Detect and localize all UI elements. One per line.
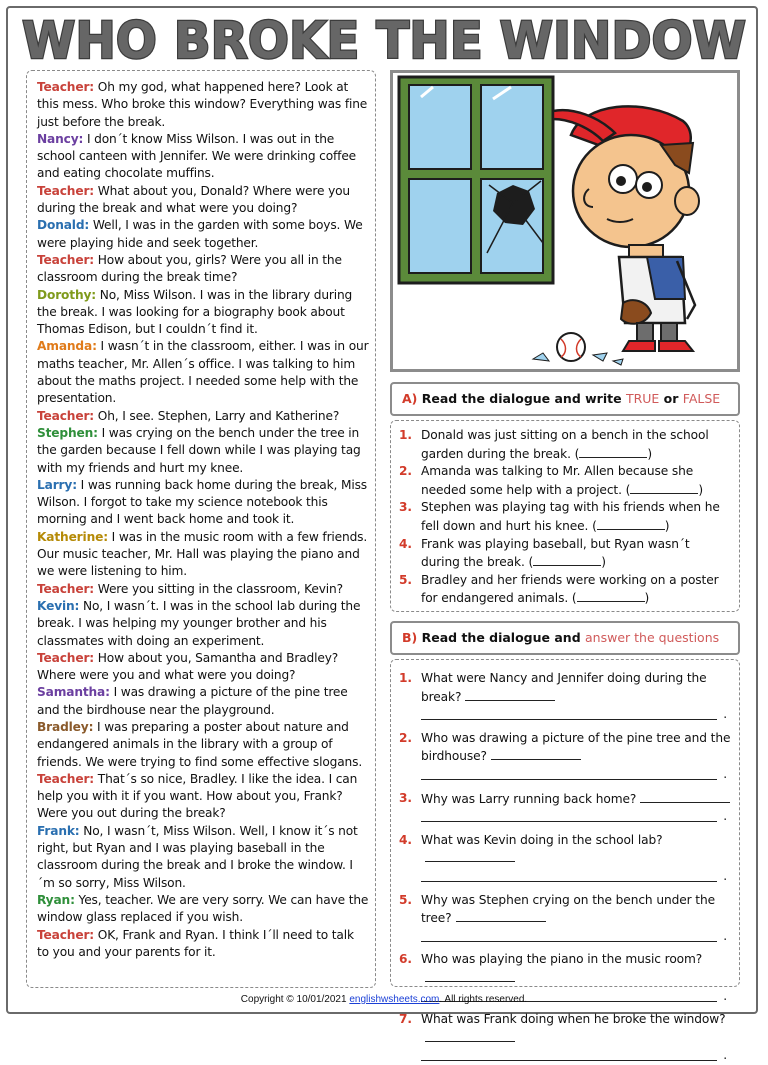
- speaker-name: Teacher:: [37, 183, 95, 198]
- question: Why was Stephen crying on the bench under the tree?: [421, 892, 715, 926]
- section-b-letter: B): [402, 630, 418, 645]
- statement: Amanda was talking to Mr. Allen because she needed some help with a project.: [421, 464, 694, 497]
- answer-blank[interactable]: [491, 747, 581, 760]
- dialogue-line: [37, 338, 369, 407]
- dialogue-line: [37, 131, 369, 183]
- speaker-name: Samantha:: [37, 685, 110, 700]
- question-text: [421, 832, 731, 886]
- speaker-text: I was running back home during the break, Miss Wilson. I forgot to take my science notebook this morning and I went back home and took it.: [37, 477, 367, 527]
- speaker-name: Larry:: [37, 477, 77, 492]
- statement: Stephen was playing tag with his friends when he fell down and hurt his knee.: [421, 500, 720, 533]
- speaker-text: Oh, I see. Stephen, Larry and Katherine?: [94, 408, 340, 423]
- answer-line[interactable]: [421, 706, 727, 722]
- answer-blank[interactable]: [577, 589, 645, 602]
- false-word: FALSE: [682, 391, 721, 406]
- question-number: 5.: [399, 892, 412, 907]
- speaker-text: Were you sitting in the classroom, Kevin?: [94, 581, 343, 596]
- speaker-name: Frank:: [37, 823, 80, 838]
- speaker-name: Amanda:: [37, 339, 97, 354]
- section-b-highlight: answer the questions: [585, 630, 720, 645]
- question-item: [399, 1011, 731, 1065]
- speaker-name: Donald:: [37, 218, 90, 233]
- item-number: 4.: [399, 536, 412, 551]
- line-end-dot: .: [723, 988, 727, 1003]
- question-item: [399, 790, 731, 826]
- section-a-heading-text: Read the dialogue and write: [417, 391, 626, 406]
- question-item: [399, 832, 731, 886]
- section-a-heading: [390, 382, 740, 416]
- question-item: [399, 670, 731, 724]
- speaker-text: What about you, Donald? Where were you during the break and what were you doing?: [37, 183, 351, 216]
- answer-blank[interactable]: [579, 445, 647, 458]
- dialogue-line: [37, 183, 369, 218]
- title-text: WHO BROKE THE WINDOW: [22, 12, 746, 70]
- true-false-item: [399, 536, 731, 572]
- speaker-text: I wasn´t in the classroom, either. I was in our maths teacher, Mr. Allen´s office. I was talking to him about the maths project. I needed some help with the presentation.: [37, 339, 369, 406]
- dialogue-line: [37, 408, 369, 425]
- speaker-name: Dorothy:: [37, 287, 96, 302]
- dialogue-line: [37, 684, 369, 719]
- speaker-text: No, I wasn´t. I was in the school lab during the break. I was helping my younger brother and his classmates with doing an experiment.: [37, 598, 361, 648]
- speaker-name: Stephen:: [37, 425, 98, 440]
- question-text: [421, 730, 731, 784]
- answer-line[interactable]: [421, 928, 727, 943]
- dialogue-line: [37, 252, 369, 287]
- speaker-name: Nancy:: [37, 131, 84, 146]
- answer-blank[interactable]: [456, 909, 546, 922]
- close-paren: ): [601, 555, 606, 570]
- question: Who was drawing a picture of the pine tree and the birdhouse?: [421, 730, 731, 764]
- rights-text: . All rights reserved.: [439, 994, 528, 1005]
- close-paren: ): [647, 446, 652, 461]
- copyright-text: Copyright © 10/01/2021: [240, 994, 350, 1005]
- question-number: 3.: [399, 790, 412, 805]
- broken-window-cartoon: [393, 73, 737, 369]
- speaker-text: Oh my god, what happened here? Look at this mess. Who broke this window? Everything was fine just before the break.: [37, 80, 368, 129]
- true-word: TRUE: [625, 391, 660, 406]
- speaker-name: Teacher:: [37, 771, 95, 786]
- section-a: [390, 382, 740, 612]
- dialogue-line: [37, 287, 369, 339]
- item-number: 2.: [399, 464, 412, 479]
- section-a-letter: A): [402, 391, 418, 406]
- answer-line[interactable]: [421, 1047, 727, 1063]
- page-title: [0, 4, 768, 70]
- site-link[interactable]: englishwsheets.com: [349, 994, 440, 1005]
- speaker-name: Teacher:: [37, 650, 95, 665]
- dialogue-line: [37, 581, 369, 598]
- speaker-text: No, Miss Wilson. I was in the library during the break. I was looking for a biography book about Thomas Edison, but I couldn´t find it.: [37, 287, 353, 337]
- question-number: 7.: [399, 1012, 412, 1027]
- speaker-name: Teacher:: [37, 80, 95, 94]
- line-end-dot: .: [723, 1048, 727, 1063]
- dialogue-line: [37, 79, 369, 131]
- question-text: [421, 892, 731, 946]
- speaker-name: Teacher:: [37, 581, 95, 596]
- statement: Bradley and her friends were working on a poster for endangered animals.: [421, 572, 719, 606]
- question: What was Kevin doing in the school lab?: [421, 832, 663, 847]
- speaker-name: Bradley:: [37, 719, 94, 734]
- dialogue-line: [37, 892, 369, 927]
- true-false-item: [399, 463, 731, 499]
- item-number: 1.: [399, 428, 412, 442]
- speaker-name: Katherine:: [37, 529, 108, 544]
- speaker-text: How about you, Samantha and Bradley? Where were you and what were you doing?: [37, 650, 339, 683]
- statement: Donald was just sitting on a bench in the school garden during the break.: [421, 428, 709, 461]
- statement: Frank was playing baseball, but Ryan wasn´t during the break.: [421, 536, 690, 570]
- question-number: 6.: [399, 952, 412, 967]
- speaker-name: Teacher:: [37, 408, 95, 423]
- speaker-name: Teacher:: [37, 252, 95, 267]
- question-item: [399, 892, 731, 946]
- section-b-heading: [390, 621, 740, 655]
- answer-blank[interactable]: [640, 790, 730, 803]
- question: What were Nancy and Jennifer doing during the break?: [421, 671, 707, 704]
- answer-blank[interactable]: [425, 849, 515, 862]
- answer-line[interactable]: [421, 808, 727, 824]
- question: Why was Larry running back home?: [421, 791, 637, 806]
- close-paren: ): [644, 591, 650, 606]
- true-false-item: [399, 499, 731, 535]
- dialogue-line: [37, 425, 369, 477]
- question-text: [421, 670, 731, 724]
- speaker-text: I was crying on the bench under the tree in the garden because I fell down while I was playing tag with my friends and hurt my knee.: [37, 425, 361, 475]
- dialogue-line: [37, 650, 369, 685]
- open-paren: (: [574, 446, 580, 461]
- true-false-item: [399, 427, 731, 463]
- true-false-item: [399, 572, 731, 608]
- line-end-dot: .: [723, 928, 727, 943]
- speaker-text: How about you, girls? Were you all in the classroom during the break time?: [37, 252, 342, 285]
- speaker-name: Ryan:: [37, 892, 75, 907]
- item-text: [421, 427, 731, 463]
- open-paren: (: [571, 591, 577, 606]
- dialogue-line: [37, 477, 369, 529]
- answer-blank[interactable]: [465, 688, 555, 701]
- answer-blank[interactable]: [597, 517, 665, 530]
- question-number: 2.: [399, 730, 412, 745]
- item-text: [421, 463, 731, 499]
- speaker-text: Well, I was in the garden with some boys. We were playing hide and seek together.: [37, 218, 363, 250]
- answer-line[interactable]: [421, 766, 727, 781]
- answer-blank[interactable]: [533, 553, 601, 566]
- question-number: 1.: [399, 671, 412, 685]
- question-number: 4.: [399, 832, 412, 847]
- item-text: [421, 536, 731, 572]
- speaker-text: I don´t know Miss Wilson. I was out in the school canteen with Jennifer. We were drinking coffee and eating chocolate muffins.: [37, 131, 357, 181]
- line-end-dot: .: [723, 809, 727, 824]
- question: What was Frank doing when he broke the window?: [421, 1012, 726, 1027]
- answer-blank[interactable]: [425, 1029, 515, 1042]
- section-b-heading-text: Read the dialogue and: [417, 630, 585, 645]
- speaker-name: Kevin:: [37, 598, 80, 613]
- close-paren: ): [664, 518, 670, 533]
- dialogue-line: [37, 823, 369, 892]
- speaker-name: Teacher:: [37, 927, 95, 942]
- or-word: or: [659, 391, 683, 406]
- item-number: 3.: [399, 500, 412, 515]
- question-text: [421, 1011, 731, 1065]
- close-paren: ): [698, 482, 703, 497]
- dialogue-line: [37, 927, 369, 962]
- answer-blank[interactable]: [425, 969, 515, 982]
- speaker-text: No, I wasn´t, Miss Wilson. Well, I know it´s not right, but Ryan and I was playing baseball in the classroom during the break and I broke the window. I´m so sorry, Miss Wilson.: [37, 823, 358, 890]
- open-paren: (: [592, 518, 597, 533]
- question: Who was playing the piano in the music room?: [421, 952, 703, 967]
- footer: [0, 994, 768, 1005]
- answer-line[interactable]: [421, 868, 727, 883]
- open-paren: (: [528, 555, 534, 570]
- dialogue-panel: [26, 70, 376, 988]
- dialogue-line: [37, 598, 369, 650]
- line-end-dot: .: [723, 707, 727, 722]
- section-a-list: [390, 420, 740, 612]
- speaker-text: I was in the music room with a few friends. Our music teacher, Mr. Hall was playing the piano and we were listening to him.: [37, 529, 368, 579]
- dialogue-line: [37, 529, 369, 581]
- item-text: [421, 572, 731, 608]
- item-number: 5.: [399, 572, 412, 587]
- speaker-text: I was drawing a picture of the pine tree and the birdhouse near the playground.: [37, 685, 348, 717]
- dialogue-line: [37, 217, 369, 252]
- speaker-text: OK, Frank and Ryan. I think I´ll need to talk to you and your parents for it.: [37, 927, 354, 959]
- question-text: [421, 790, 731, 826]
- illustration: [390, 70, 740, 372]
- item-text: [421, 499, 731, 535]
- speaker-text: Yes, teacher. We are very sorry. We can have the window glass replaced if you wish.: [37, 892, 369, 925]
- answer-blank[interactable]: [630, 481, 698, 494]
- speaker-text: I was preparing a poster about nature and endangered animals in the library with a group of friends. We were trying to find some effective slogans.: [37, 719, 363, 769]
- dialogue-line: [37, 719, 369, 771]
- dialogue-line: [37, 771, 369, 823]
- line-end-dot: .: [723, 868, 727, 883]
- question-item: [399, 730, 731, 784]
- open-paren: (: [625, 482, 631, 497]
- line-end-dot: .: [723, 766, 727, 781]
- speaker-text: That´s so nice, Bradley. I like the idea. I can help you with it if you want. How about you, Frank? Were you out during the break?: [37, 771, 358, 821]
